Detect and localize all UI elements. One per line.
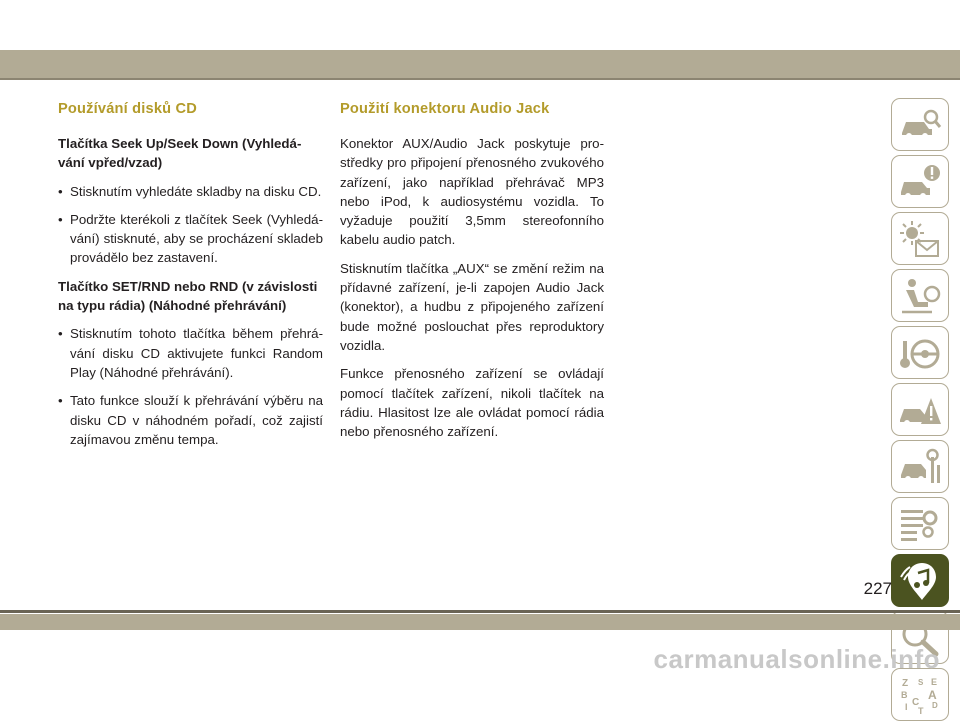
list-item: • Stisknutím vyhledáte skladby na disku CD.	[58, 182, 323, 201]
header-rule	[0, 78, 960, 80]
car-warning-triangle-icon	[898, 390, 942, 430]
tab-specifications[interactable]	[891, 497, 949, 550]
tab-servicing[interactable]	[891, 440, 949, 493]
car-info-icon	[898, 162, 942, 202]
list-item: • Stisknutím tohoto tlačítka během přehrá-vání disku CD aktivujete funkci Random Play (Náhodné přehrávání).	[58, 324, 323, 382]
document-gear-icon	[898, 504, 942, 544]
header-band	[0, 50, 960, 78]
index-letter: B	[901, 689, 908, 700]
list-item: • Tato funkce slouží k přehrávání výběru na disku CD v náhodném pořadí, což zajistí zajímavou změnu tempa.	[58, 391, 323, 449]
warning-light-envelope-icon	[898, 219, 942, 259]
chapter-tabs	[891, 98, 951, 725]
page-number: 227	[863, 579, 892, 598]
tab-warning-lights[interactable]	[891, 212, 949, 265]
tab-emergency[interactable]	[891, 383, 949, 436]
paragraph: Funkce přenosného zařízení se ovládají pomocí tlačítek zařízení, nikoli tlačítek na rádiu. Hlasitost lze ale ovládat pomocí rádia nebo přenosného zařízení.	[340, 366, 604, 440]
index-letter: Z	[902, 677, 909, 689]
paragraph: Konektor AUX/Audio Jack poskytuje pro-středky pro připojení přenosného zvukového zařízení, jako například přehrávač MP3 nebo iPod, k audiosystému vozidla. To vyžaduje použití 3,5mm stereofonního kabelu audio patch.	[340, 136, 604, 248]
footer-rule	[0, 610, 960, 613]
right-column	[340, 100, 604, 450]
section-heading-audio-jack: Použití konektoru Audio Jack	[340, 101, 550, 117]
alphabet-index-icon	[898, 675, 942, 715]
subheading-seek: Tlačítka Seek Up/Seek Down (Vyhledá-vání vpřed/vzad)	[58, 136, 302, 171]
watermark: carmanualsonline.info	[653, 644, 940, 674]
tab-starting-operating[interactable]	[891, 326, 949, 379]
car-wrench-icon	[898, 447, 942, 487]
rnd-bullet-list	[58, 324, 323, 449]
footer-band	[0, 614, 960, 630]
multimedia-music-icon	[898, 561, 942, 601]
car-magnifier-icon	[898, 105, 942, 145]
index-letter: C	[912, 696, 920, 708]
index-letter: E	[931, 676, 938, 687]
list-item: • Podržte kterékoli z tlačítek Seek (Vyhledá-vání) stisknuté, aby se procházení skladeb provádělo bez zastavení.	[58, 210, 323, 268]
tab-car-inspection[interactable]	[891, 98, 949, 151]
paragraph: Stisknutím tlačítka „AUX“ se změní režim na přídavné zařízení, je-li zapojen Audio Jack (konektor), a hudbu z připojeného zařízení bude možné poslouchat přes reproduktory vozidla.	[340, 260, 604, 353]
index-letter: T	[918, 705, 924, 715]
seek-bullet-list	[58, 182, 323, 268]
section-heading-cd: Používání disků CD	[58, 101, 198, 117]
left-column	[58, 100, 323, 458]
airbag-seat-icon	[898, 276, 942, 316]
tab-safety[interactable]	[891, 269, 949, 322]
subheading-rnd: Tlačítko SET/RND nebo RND (v závislosti na typu rádia) (Náhodné přehrávání)	[58, 278, 318, 314]
index-letter: S	[918, 677, 924, 687]
tab-multimedia[interactable]	[891, 554, 949, 607]
tab-index[interactable]	[891, 668, 949, 721]
index-letter: D	[932, 700, 938, 710]
steering-wheel-key-icon	[898, 333, 942, 373]
index-letter: A	[928, 687, 937, 702]
tab-car-info[interactable]	[891, 155, 949, 208]
index-letter: I	[905, 701, 908, 712]
